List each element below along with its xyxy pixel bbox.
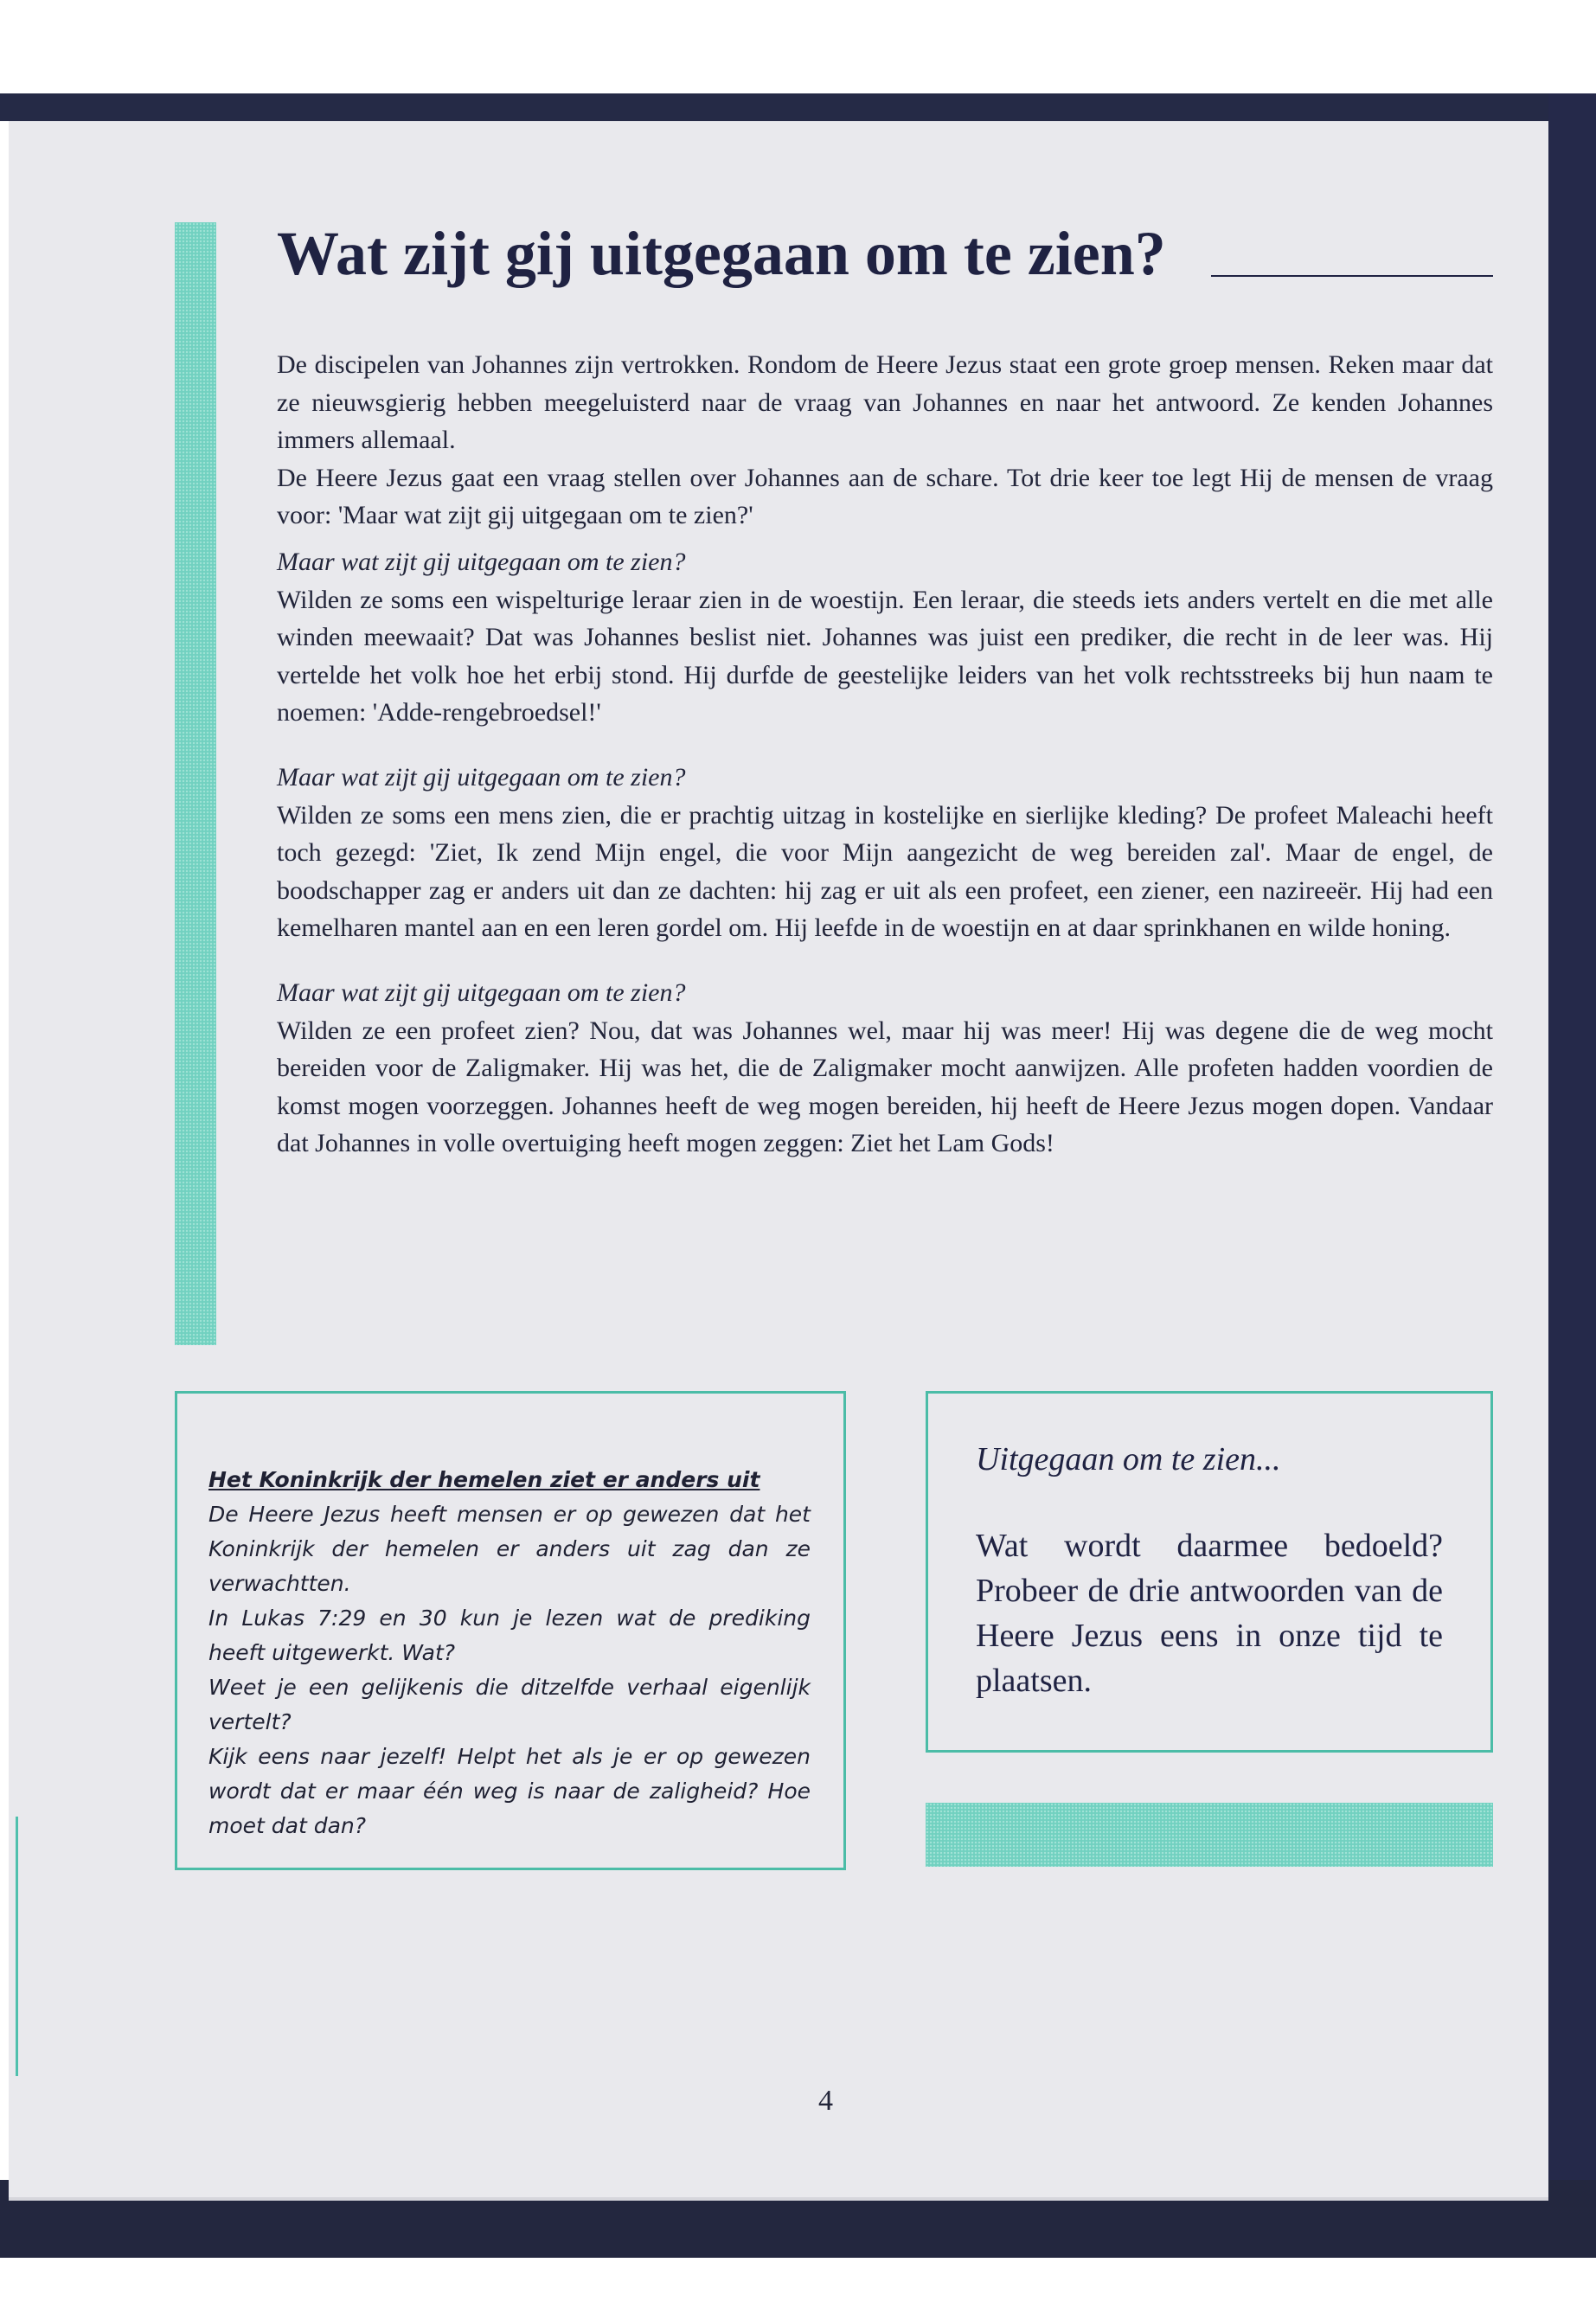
reflection-box-title: Uitgegaan om te zien... [976,1441,1281,1477]
discussion-box [175,1391,846,1870]
title-underline-rule [1211,275,1493,277]
book-binding-right [1548,93,1596,2256]
article-question: Maar wat zijt gij uitgegaan om te zien? [277,762,686,792]
discussion-box-line: Weet je een gelijkenis die ditzelfde verhaal eigenlijk vertelt? [208,1675,811,1734]
article-question: Maar wat zijt gij uitgegaan om te zien? [277,547,686,576]
discussion-box-line: De Heere Jezus heeft mensen er op gewezen dat het Koninkrijk der hemelen er anders uit zag dan ze verwachtten. [208,1502,811,1596]
discussion-box-line: Kijk eens naar jezelf! Helpt het als je er op gewezen wordt dat er maar één weg is naar de zaligheid? Hoe moet dat dan? [208,1744,811,1838]
article-paragraph: Wilden ze soms een mens zien, die er prachtig uitzag in kostelijke en sierlijke kleding? De profeet Maleachi heeft toch gezegd: 'Ziet, Ik zend Mijn engel, die voor Mijn aangezicht de weg bereiden zal'. Maar de engel, de boodschapper zag er anders uit dan ze dachten: hij zag er uit als een profeet, een ziener, een nazireeër. Hij had een kemelharen mantel aan en een leren gordel om. Hij leefde in de woestijn en at daar sprinkhanen en wilde honing. [277,800,1493,943]
article-paragraph: De Heere Jezus gaat een vraag stellen over Johannes aan de schare. Tot drie keer toe legt Hij de mensen de vraag voor: 'Maar wat zijt gij uitgegaan om te zien?' [277,463,1493,530]
discussion-box-content [208,1463,811,1843]
page-number: 4 [818,2085,833,2117]
page-edge-marker [16,1817,18,2076]
discussion-box-heading: Het Koninkrijk der hemelen ziet er anders uit [208,1467,760,1492]
article-paragraph: De discipelen van Johannes zijn vertrokken. Rondom de Heere Jezus staat een grote groep mensen. Reken maar dat ze nieuwsgierig hebben meegeluisterd naar de vraag van Johannes en naar het antwoord. Ze kenden Johannes immers allemaal. [277,350,1493,455]
article-body [277,346,1493,1163]
article-question: Maar wat zijt gij uitgegaan om te zien? [277,977,686,1007]
page-title: Wat zijt gij uitgegaan om te zien? [277,219,1166,288]
reflection-box-text-wrapper [976,1523,1443,1703]
reflection-box-text: Wat wordt daarmee bedoeld? Probeer de drie antwoorden van de Heere Jezus eens in onze tijd te plaatsen. [976,1528,1443,1699]
discussion-box-line: In Lukas 7:29 en 30 kun je lezen wat de prediking heeft uitgewerkt. Wat? [208,1606,811,1665]
article-paragraph: Wilden ze soms een wispelturige leraar zien in de woestijn. Een leraar, die steeds iets anders vertelt en die met alle winden meewaait? Dat was Johannes beslist niet. Johannes was juist een prediker, die recht in de leer was. Hij vertelde het volk hoe het erbij stond. Hij durfde de geestelijke leiders van het volk rechtsstreeks bij hun naam te noemen: 'Adde-rengebroedsel!' [277,585,1493,727]
decorative-side-bar [175,222,216,1345]
article-paragraph: Wilden ze een profeet zien? Nou, dat was Johannes wel, maar hij was meer! Hij was degene die de weg mocht bereiden voor de Zaligmaker. Hij was het, die de Zaligmaker mocht aanwijzen. Alle profeten hadden voordien de komst mogen voorzeggen. Johannes heeft de weg mogen bereiden, hij heeft de Heere Jezus mogen dopen. Vandaar dat Johannes in volle overtuiging heeft mogen zeggen: Ziet het Lam Gods! [277,1016,1493,1158]
book-binding-top [0,93,1596,121]
decorative-teal-strip [926,1803,1493,1867]
reflection-box [926,1391,1493,1753]
